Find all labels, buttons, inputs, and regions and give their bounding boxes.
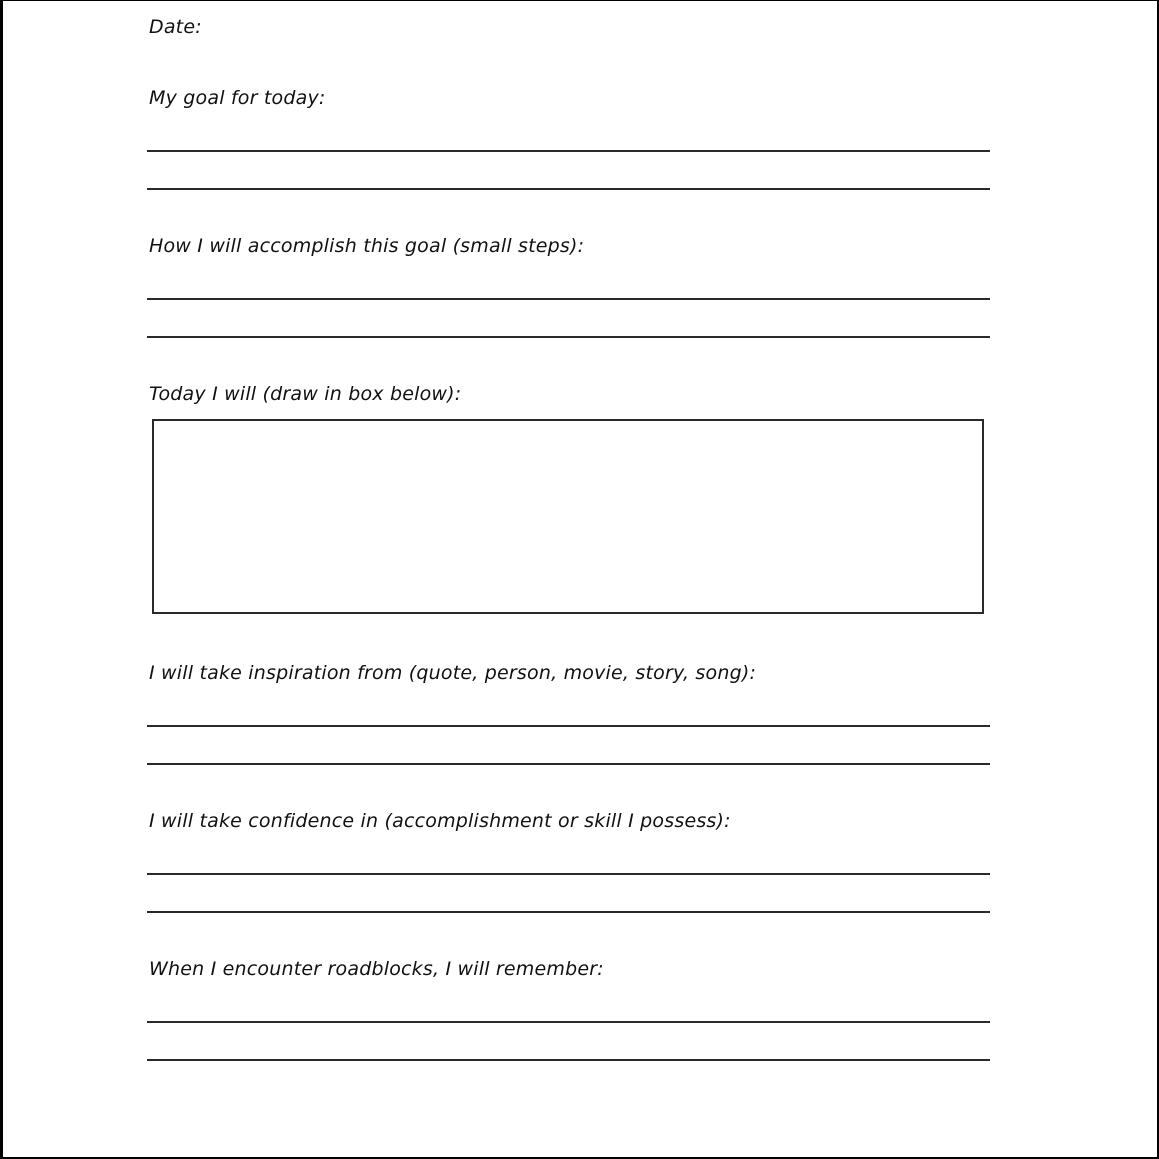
roadblocks-answer-line-2[interactable] (147, 1059, 990, 1061)
inspiration-label: I will take inspiration from (quote, person, movie, story, song): (149, 662, 757, 684)
roadblocks-answer-line-1[interactable] (147, 1021, 990, 1023)
drawing-box[interactable] (152, 419, 984, 614)
inspiration-answer-line-2[interactable] (147, 763, 990, 765)
steps-label: How I will accomplish this goal (small steps): (149, 235, 585, 257)
inspiration-answer-line-1[interactable] (147, 725, 990, 727)
confidence-answer-line-1[interactable] (147, 873, 990, 875)
date-label: Date: (149, 16, 202, 38)
roadblocks-label: When I encounter roadblocks, I will remember: (149, 958, 604, 980)
draw-label: Today I will (draw in box below): (149, 383, 462, 405)
steps-answer-line-2[interactable] (147, 336, 990, 338)
goal-answer-line-2[interactable] (147, 188, 990, 190)
confidence-label: I will take confidence in (accomplishment or skill I possess): (149, 810, 731, 832)
goal-label: My goal for today: (149, 87, 326, 109)
goal-answer-line-1[interactable] (147, 150, 990, 152)
steps-answer-line-1[interactable] (147, 298, 990, 300)
confidence-answer-line-2[interactable] (147, 911, 990, 913)
